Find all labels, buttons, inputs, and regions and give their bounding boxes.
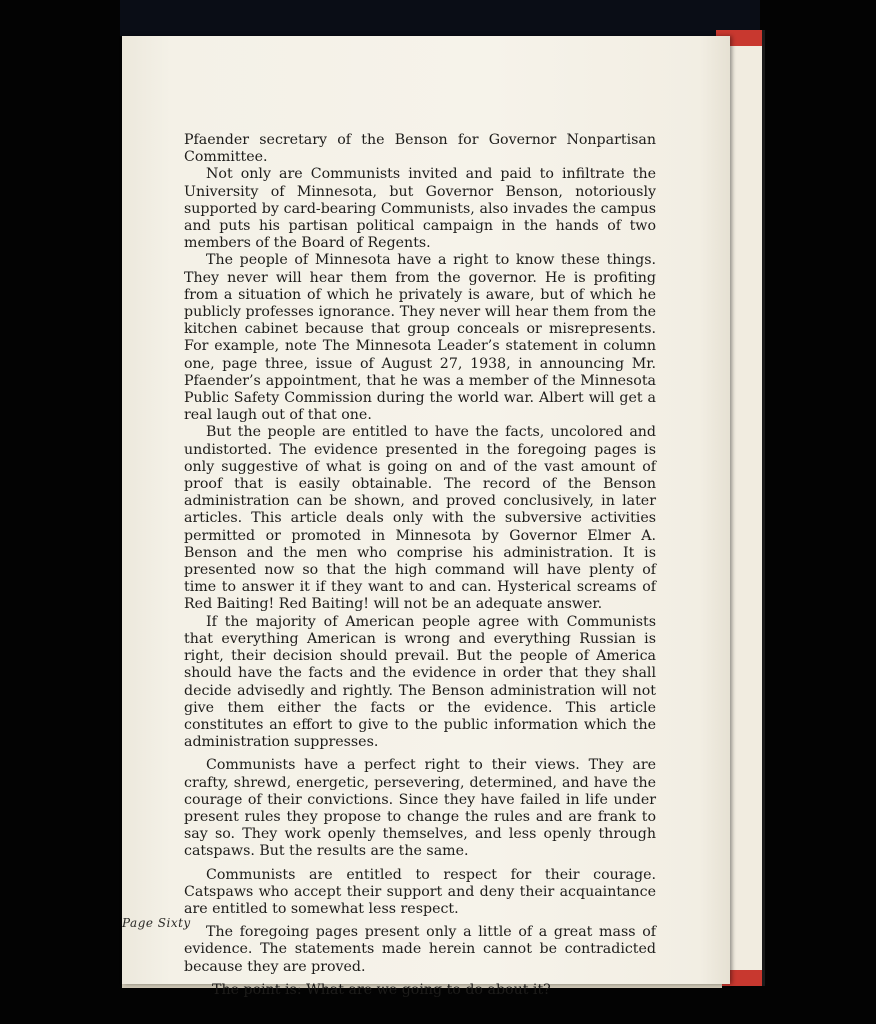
closing-question: The point is: What are we going to do about it? [212,981,551,998]
paragraph: Not only are Communists invited and paid to infiltrate the University of Minnesota, but Governor Benson, notoriously supported by card-bearing Communists, also invades the campus and puts his partisan political campaign in the hands of two members of the Board of Regents. [184,166,656,252]
paragraph: Communists have a perfect right to their views. They are crafty, shrewd, energetic, persevering, determined, and have the courage of their convictions. Since they have failed in life under present rules they propose to change the rules and are frank to say so. They work openly themselves, and less openly through catspaws. But the results are the same. [184,757,656,860]
paragraph: If the majority of American people agree with Communists that everything American is wrong and everything Russian is right, their decision should prevail. But the people of America should have the facts and the evidence in order that they shall decide advisedly and rightly. The Benson administration will not give them either the facts or the evidence. This article constitutes an effort to give to the public information which the administration suppresses. [184,613,656,751]
page-number: Page Sixty [122,916,191,930]
background-cloth [120,0,760,36]
book-page [122,36,730,998]
paragraph: Communists are entitled to respect for their courage. Catspaws who accept their support and deny their acquaintance are entitled to somewhat less respect. [184,866,656,917]
body-text [184,132,656,999]
paragraph: Pfaender secretary of the Benson for Governor Nonpartisan Committee. [184,132,656,166]
paragraph: The people of Minnesota have a right to know these things. They never will hear them from the governor. He is profiting from a situation of which he privately is aware, but of which he publicly professes ignorance. They never will hear them from the kitchen cabinet because that group conceals or misrepresents. For example, note The Minnesota Leader’s statement in column one, page three, issue of August 27, 1938, in announcing Mr. Pfaender’s appointment, that he was a member of the Minnesota Public Safety Commission during the world war. Albert will get a real laugh out of that one. [184,252,656,424]
paragraph: But the people are entitled to have the facts, uncolored and undistorted. The evidence presented in the foregoing pages is only suggestive of what is going on and of the vast amount of proof that is easily obtainable. The record of the Benson administration can be shown, and proved conclusively, in later articles. This article deals only with the subversive activities permitted or promoted in Minnesota by Governor Elmer A. Benson and the men who comprise his administration. It is presented now so that the high command will have plenty of time to answer it if they want to and can. Hysterical screams of Red Baiting! Red Baiting! will not be an adequate answer. [184,424,656,613]
paragraph: The foregoing pages present only a little of a great mass of evidence. The statements made herein cannot be contradicted because they are proved. [184,924,656,975]
